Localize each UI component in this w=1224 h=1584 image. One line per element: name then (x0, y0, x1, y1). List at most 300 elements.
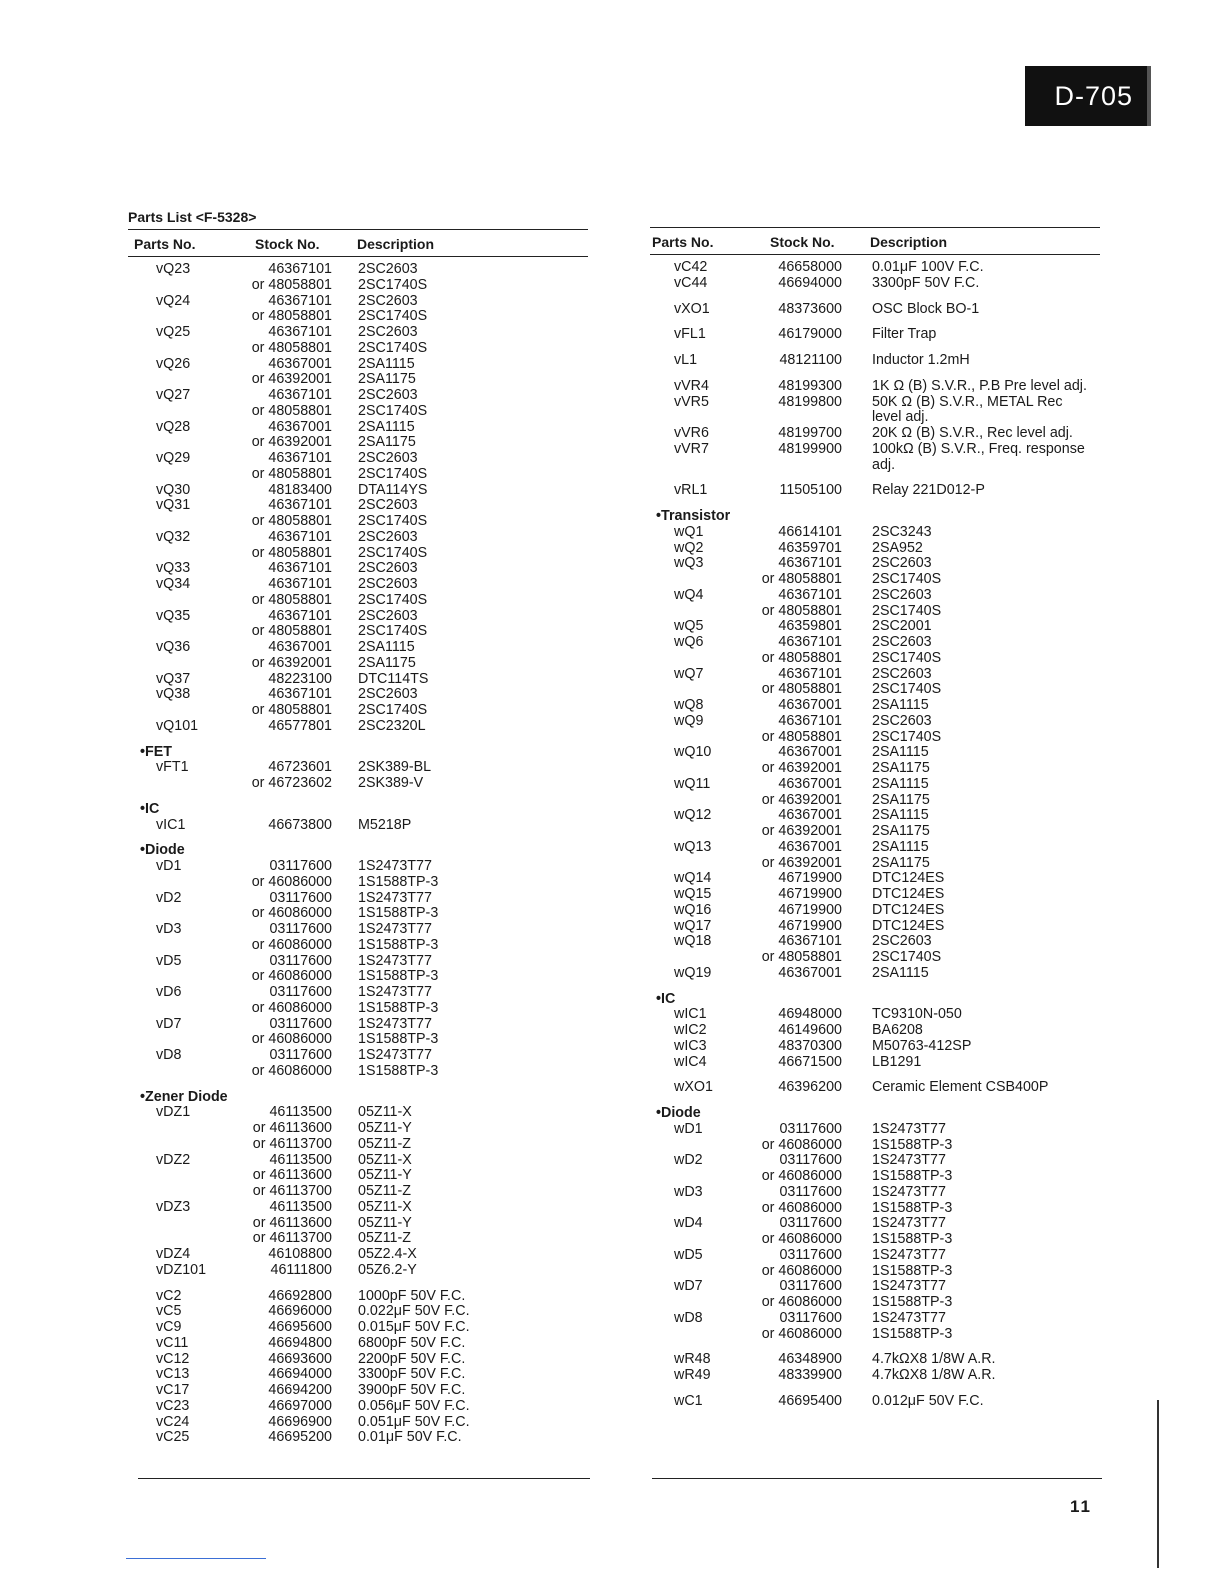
model-badge: D-705 (1025, 66, 1147, 126)
part-row (652, 1201, 1102, 1217)
part-number: wR49 (674, 1367, 711, 1383)
part-number: wQ10 (674, 744, 712, 761)
part-row (136, 703, 596, 719)
part-row (136, 1415, 596, 1431)
part-row (652, 276, 1102, 292)
part-row (652, 442, 1102, 458)
part-description: DTC114TS (358, 670, 429, 687)
part-number: wQ4 (674, 586, 704, 603)
part-row (652, 745, 1102, 761)
part-description: 3900pF 50V F.C. (358, 1382, 466, 1398)
stock-number: or 46086000 (251, 1062, 332, 1079)
part-number: vD1 (156, 858, 182, 874)
stock-number: 46359701 (778, 539, 842, 556)
part-row (652, 824, 1102, 840)
part-number: vC23 (156, 1397, 190, 1414)
part-row (136, 1168, 596, 1184)
part-description: 2SC1740S (358, 623, 428, 640)
part-description: M5218P (358, 816, 412, 833)
part-row (136, 546, 596, 562)
part-row (136, 483, 596, 499)
part-row (652, 395, 1102, 411)
part-row (652, 871, 1102, 887)
part-description: 2SC1740S (872, 649, 942, 666)
part-description: OSC Block BO-1 (872, 300, 980, 317)
part-number: vDZ3 (156, 1198, 191, 1215)
part-row (136, 656, 596, 672)
part-row (136, 1320, 596, 1336)
left-column-header (128, 229, 588, 257)
row-spacer (652, 1096, 1102, 1106)
part-description: 2SC2603 (358, 686, 418, 703)
part-number: vQ34 (156, 576, 191, 592)
part-row (652, 903, 1102, 919)
part-number: wQ5 (674, 618, 704, 635)
part-row (136, 687, 596, 703)
stock-number: or 48058801 (251, 544, 332, 561)
section-heading (652, 1106, 1102, 1122)
part-row (652, 1311, 1102, 1327)
part-description: 1S1588TP-3 (358, 999, 439, 1016)
section-heading (136, 1090, 596, 1106)
part-number: vFT1 (156, 759, 189, 776)
stock-number: 46694000 (778, 274, 842, 291)
part-description: 2SA1175 (872, 854, 930, 871)
part-description: 1S2473T77 (358, 1047, 432, 1063)
stock-number: 46367001 (268, 355, 332, 372)
part-row (652, 1368, 1102, 1384)
part-description: 2SC2603 (358, 450, 418, 466)
stock-number: 46367101 (268, 686, 332, 703)
part-description: 2SA1115 (358, 355, 415, 372)
part-row (136, 1064, 596, 1080)
part-number: wIC2 (674, 1022, 707, 1038)
part-row (136, 1304, 596, 1320)
stock-number: or 48058801 (761, 649, 842, 666)
row-spacer (136, 792, 596, 802)
part-row (136, 1430, 596, 1446)
part-row (652, 714, 1102, 730)
part-description: 1S2473T77 (872, 1215, 946, 1232)
part-number: vD8 (156, 1047, 182, 1063)
part-row (136, 1048, 596, 1064)
stock-number: 48370300 (778, 1037, 842, 1054)
part-row (136, 719, 596, 735)
row-spacer (136, 735, 596, 745)
stock-number: 46367101 (778, 712, 842, 729)
part-row (652, 327, 1102, 343)
part-number: vQ37 (156, 670, 191, 687)
part-row (652, 1232, 1102, 1248)
part-row (652, 1327, 1102, 1343)
part-row (136, 922, 596, 938)
part-row (652, 651, 1102, 667)
part-row (652, 1216, 1102, 1232)
part-row (652, 1039, 1102, 1055)
part-row (652, 260, 1102, 276)
part-description: 2SC2603 (872, 634, 932, 650)
stock-number: or 46086000 (761, 1294, 842, 1310)
stock-number: or 46086000 (761, 1136, 842, 1153)
part-row (652, 856, 1102, 872)
part-row (652, 379, 1102, 395)
stock-number: or 48058801 (251, 402, 332, 419)
stock-number: 46367001 (778, 697, 842, 713)
row-spacer (652, 982, 1102, 992)
stock-number: 46697000 (268, 1397, 332, 1414)
part-row (136, 309, 596, 325)
part-row (652, 426, 1102, 442)
part-description: 2SC1740S (358, 544, 428, 561)
part-row (652, 1295, 1102, 1311)
stock-number: 46367101 (778, 555, 842, 572)
stock-number: 03117600 (269, 1015, 332, 1032)
part-row (652, 808, 1102, 824)
stock-number: 46367001 (268, 418, 332, 435)
part-number: vD6 (156, 984, 182, 1000)
section-label: •Diode (656, 1105, 701, 1121)
part-description: 2SC2603 (358, 560, 418, 577)
part-row (136, 341, 596, 357)
part-number: vQ35 (156, 607, 191, 624)
part-row (136, 1200, 596, 1216)
part-description: adj. (872, 456, 896, 473)
part-row (136, 1231, 596, 1247)
part-number: wIC1 (674, 1006, 707, 1023)
part-description: 2SC3243 (872, 523, 932, 540)
stock-number: or 46392001 (761, 791, 842, 808)
part-description: 2SA1115 (358, 639, 415, 655)
stock-number: 46367101 (268, 497, 332, 514)
part-description: 05Z11-Z (358, 1135, 411, 1152)
part-description: 2SC1740S (358, 276, 428, 293)
part-row (652, 1394, 1102, 1410)
stock-number: 46719900 (778, 901, 842, 918)
stock-number: 03117600 (779, 1309, 842, 1326)
parts-list-title: Parts List <F-5328> (128, 209, 257, 225)
part-row (136, 776, 596, 792)
part-number: vC9 (156, 1319, 182, 1335)
part-description: 2SA1175 (872, 823, 930, 839)
part-number: vVR5 (674, 393, 709, 410)
part-description: 05Z11-Y (358, 1120, 412, 1136)
stock-number: 48121100 (779, 352, 842, 368)
part-description: 2SC1740S (358, 465, 428, 482)
stock-number: 46396200 (778, 1079, 842, 1096)
part-row (652, 793, 1102, 809)
part-number: wD4 (674, 1215, 703, 1232)
part-row (652, 761, 1102, 777)
part-description: 2SC1740S (872, 681, 942, 698)
stock-number: 46694800 (268, 1334, 332, 1351)
stock-number: or 48058801 (251, 465, 332, 482)
part-number: vD5 (156, 952, 182, 969)
part-number: vC25 (156, 1429, 190, 1446)
stock-number: 46719900 (778, 870, 842, 887)
stock-number: 03117600 (779, 1183, 842, 1200)
part-row (136, 985, 596, 1001)
part-number: vQ28 (156, 418, 191, 435)
part-description: 2SC1740S (358, 591, 428, 608)
part-row (136, 435, 596, 451)
part-description: 1S2473T77 (872, 1183, 946, 1200)
part-description: 2SA1115 (872, 964, 929, 981)
part-number: vRL1 (674, 482, 708, 499)
part-row (652, 458, 1102, 474)
part-row (136, 875, 596, 891)
part-row (136, 325, 596, 341)
part-row (136, 1367, 596, 1383)
stock-number: 03117600 (269, 952, 332, 969)
part-description: 1S1588TP-3 (358, 936, 439, 953)
stock-number: 46348900 (778, 1351, 842, 1368)
part-description: 4.7kΩX8 1/8W A.R. (872, 1351, 996, 1368)
part-description: 1S1588TP-3 (872, 1231, 953, 1247)
stock-number: or 46113600 (252, 1167, 332, 1184)
part-description: 05Z11-Y (358, 1214, 412, 1231)
description-header: Description (357, 236, 435, 252)
stock-number: 46695200 (268, 1429, 332, 1446)
part-description: LB1291 (872, 1053, 922, 1070)
part-number: vFL1 (674, 326, 706, 343)
stock-number: or 48058801 (761, 728, 842, 745)
part-description: 0.015μF 50V F.C. (358, 1319, 470, 1335)
section-heading (136, 745, 596, 761)
part-number: wR48 (674, 1351, 711, 1368)
part-description: 1S2473T77 (872, 1278, 946, 1295)
part-description: 1S2473T77 (358, 952, 432, 969)
part-row (136, 1017, 596, 1033)
part-description: Relay 221D012-P (872, 482, 985, 499)
part-number: vC5 (156, 1303, 182, 1320)
part-description: 2SA1175 (358, 371, 416, 388)
stock-number: 48199700 (778, 425, 842, 441)
part-description: 1K Ω (B) S.V.R., P.B Pre level adj. (872, 377, 1087, 394)
part-number: wQ7 (674, 665, 704, 682)
stock-number: or 48058801 (251, 623, 332, 640)
part-description: 2SC2603 (358, 497, 418, 514)
part-number: vQ29 (156, 450, 191, 466)
stock-number: or 46113600 (252, 1120, 332, 1136)
part-description: 0.022μF 50V F.C. (358, 1303, 470, 1320)
stock-number: or 46392001 (761, 854, 842, 871)
part-row (136, 372, 596, 388)
part-description: 1S2473T77 (358, 921, 432, 937)
part-row (136, 1289, 596, 1305)
part-row (136, 530, 596, 546)
part-description: DTC124ES (872, 886, 945, 902)
stock-number: or 46086000 (761, 1231, 842, 1247)
part-description: 2SC1740S (358, 402, 428, 419)
stock-number: 46367001 (778, 838, 842, 855)
part-row (652, 1279, 1102, 1295)
part-description: 1S2473T77 (872, 1309, 946, 1326)
stock-number: 46149600 (778, 1022, 842, 1038)
part-description: 0.012μF 50V F.C. (872, 1392, 984, 1409)
stock-number: 46367001 (778, 744, 842, 761)
stock-number: 46108800 (268, 1246, 332, 1262)
part-number: wD5 (674, 1246, 703, 1263)
part-description: 05Z2.4-X (358, 1246, 417, 1262)
stock-number: 46359801 (778, 618, 842, 635)
part-row (652, 1185, 1102, 1201)
stock-number: or 46086000 (251, 999, 332, 1016)
part-number: wQ3 (674, 555, 704, 572)
part-number: wQ14 (674, 870, 712, 887)
part-description: 2SC1740S (358, 702, 428, 718)
stock-number: or 46392001 (251, 434, 332, 451)
stock-number: 03117600 (269, 1047, 332, 1063)
part-number: vQ101 (156, 717, 199, 734)
stock-number: 03117600 (269, 858, 332, 874)
part-description: 1S1588TP-3 (358, 905, 439, 922)
part-description: 05Z11-Y (358, 1167, 412, 1184)
part-description: DTA114YS (358, 481, 428, 498)
stock-number: 46719900 (778, 917, 842, 934)
part-row (136, 1336, 596, 1352)
part-description: 2SC2603 (358, 607, 418, 624)
part-row (136, 760, 596, 776)
part-description: 1S1588TP-3 (872, 1168, 953, 1184)
part-number: vQ30 (156, 481, 191, 498)
stock-number: 46367101 (778, 586, 842, 603)
part-row (652, 919, 1102, 935)
part-number: vQ25 (156, 324, 191, 340)
part-number: wIC4 (674, 1053, 707, 1070)
part-description: 1S1588TP-3 (358, 873, 439, 890)
stock-number: 46367001 (268, 639, 332, 655)
stock-number: or 46113600 (252, 1214, 332, 1231)
stock-number: or 48058801 (761, 949, 842, 965)
part-description: 6800pF 50V F.C. (358, 1334, 466, 1351)
part-row (652, 777, 1102, 793)
right-bottom-rule (652, 1478, 1102, 1479)
part-row (136, 1216, 596, 1232)
part-description: 05Z11-Z (358, 1230, 411, 1247)
part-row (136, 609, 596, 625)
part-description: 2SC2603 (872, 712, 932, 729)
part-row (136, 859, 596, 875)
left-bottom-rule (138, 1478, 590, 1479)
part-description: 2SC2603 (872, 555, 932, 572)
part-row (652, 604, 1102, 620)
part-number: wQ6 (674, 634, 704, 650)
part-number: wXO1 (674, 1079, 713, 1096)
part-number: vQ36 (156, 639, 191, 655)
stock-number: or 46723602 (251, 775, 332, 791)
part-number: wQ16 (674, 901, 712, 918)
part-description: TC9310N-050 (872, 1006, 962, 1023)
stock-number: 03117600 (779, 1246, 842, 1263)
part-row (652, 588, 1102, 604)
part-description: 2SC1740S (358, 339, 428, 356)
part-description: 2SC2603 (358, 576, 418, 592)
stock-number: 03117600 (269, 889, 332, 906)
stock-number: or 46113700 (252, 1135, 332, 1152)
part-row (136, 672, 596, 688)
stock-number: 48373600 (778, 300, 842, 317)
stock-number: 46367101 (268, 292, 332, 309)
part-number: wQ8 (674, 697, 704, 713)
section-heading (136, 843, 596, 859)
part-row (652, 1169, 1102, 1185)
stock-number: 46719900 (778, 886, 842, 902)
part-number: vD7 (156, 1015, 182, 1032)
stock-number: or 46086000 (761, 1199, 842, 1216)
row-spacer (136, 1080, 596, 1090)
stock-number: 03117600 (269, 921, 332, 937)
part-description: 2SC1740S (358, 513, 428, 529)
part-description: 1S1588TP-3 (872, 1294, 953, 1310)
stock-number: 46693600 (268, 1350, 332, 1367)
part-description: 100kΩ (B) S.V.R., Freq. response (872, 440, 1085, 457)
stock-number: or 46086000 (761, 1262, 842, 1279)
stock-number: 03117600 (779, 1120, 842, 1137)
part-number: vVR6 (674, 425, 709, 441)
part-number: wQ1 (674, 523, 704, 540)
part-number: vC44 (674, 274, 708, 291)
part-number: vQ38 (156, 686, 191, 703)
part-row (652, 840, 1102, 856)
part-row (136, 1105, 596, 1121)
footer-link-line (126, 1558, 266, 1559)
part-row (136, 938, 596, 954)
part-description: DTC124ES (872, 917, 945, 934)
part-description: Ceramic Element CSB400P (872, 1079, 1049, 1096)
row-spacer (652, 292, 1102, 302)
part-description: M50763-412SP (872, 1037, 972, 1054)
part-number: wQ11 (674, 775, 711, 792)
stock-number: 03117600 (779, 1215, 842, 1232)
part-number: vQ32 (156, 528, 191, 545)
part-number: wD3 (674, 1183, 703, 1200)
part-description: 05Z11-Z (358, 1183, 411, 1199)
part-row (652, 1080, 1102, 1096)
part-description: 0.01μF 50V F.C. (358, 1429, 462, 1446)
part-description: 50K Ω (B) S.V.R., METAL Rec (872, 393, 1063, 410)
part-number: vXO1 (674, 300, 710, 317)
section-heading (652, 509, 1102, 525)
section-label: •Transistor (656, 508, 731, 524)
stock-number: 46367001 (778, 775, 842, 792)
stock-number: or 48058801 (761, 681, 842, 698)
part-number: vD3 (156, 921, 182, 937)
part-description: 05Z11-X (358, 1104, 412, 1121)
left-parts-table (136, 262, 596, 1446)
part-row (136, 420, 596, 436)
section-label: •IC (656, 990, 676, 1007)
stock-number: 03117600 (779, 1278, 842, 1295)
stock-number: or 46086000 (761, 1325, 842, 1342)
badge-edge-decoration (1147, 66, 1151, 126)
part-description: 1S1588TP-3 (358, 968, 439, 985)
stock-number: 46695600 (268, 1319, 332, 1335)
part-row (652, 525, 1102, 541)
part-description: 2SC2603 (358, 292, 418, 309)
part-description: 3300pF 50V F.C. (358, 1366, 466, 1383)
stock-number: 46367101 (268, 607, 332, 624)
part-row (652, 682, 1102, 698)
stock-number: 46694000 (268, 1366, 332, 1383)
part-description: DTC124ES (872, 901, 945, 918)
part-description: 2SC1740S (872, 602, 942, 619)
part-description: 05Z11-X (358, 1198, 412, 1215)
stock-number: 46367101 (268, 576, 332, 592)
stock-number: 48199800 (778, 393, 842, 410)
stock-number: or 48058801 (251, 702, 332, 718)
part-number: vC17 (156, 1382, 190, 1398)
part-number: vC11 (156, 1334, 189, 1351)
